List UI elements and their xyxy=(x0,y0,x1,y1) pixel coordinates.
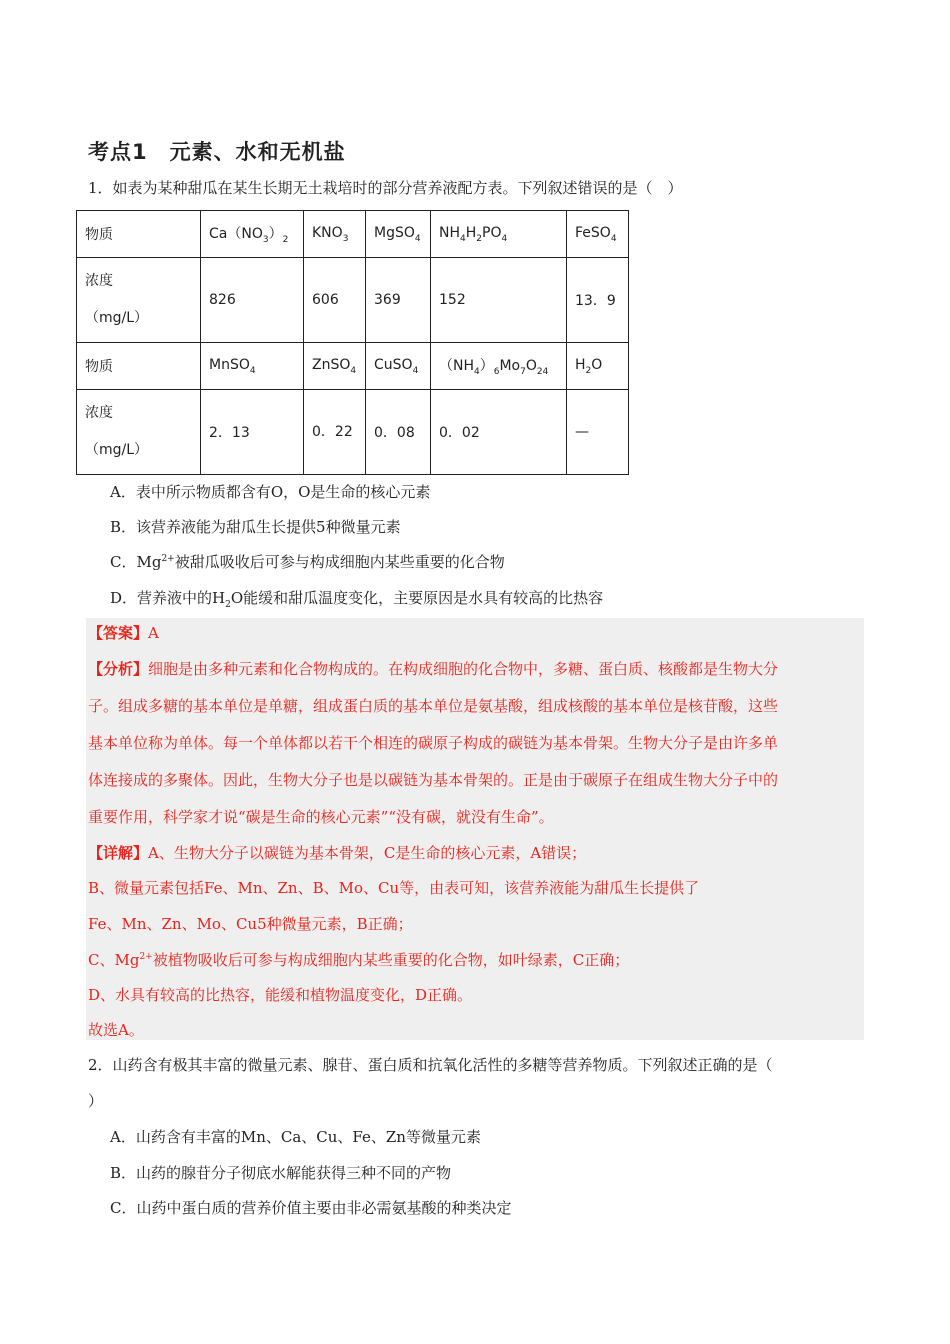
table-cell: FeSO$_4$ xyxy=(567,211,629,258)
table-cell: $H_2O$ xyxy=(567,343,629,390)
table-cell: MgSO$_4$ xyxy=(366,211,431,258)
table-cell: $KNO_3$ xyxy=(304,211,366,258)
detail-line: C、$Mg^{2+}$被植物吸收后可参与构成细胞内某些重要的化合物，如叶绿素，C正确； xyxy=(88,951,630,969)
table-cell: 606 xyxy=(304,258,366,343)
q2-option-a: A．山药含有丰富的Mn、Ca、Cu、Fe、Zn等微量元素 xyxy=(110,1128,481,1146)
option-a: A．表中所示物质都含有O，O是生命的核心元素 xyxy=(110,483,431,501)
table-cell: 0．02 xyxy=(431,390,567,475)
table-cell: $(NH_4)_6Mo_7O_{24}$ xyxy=(431,343,567,390)
question-2-stem-cont: ） xyxy=(88,1092,104,1110)
q2-option-c: C．山药中蛋白质的营养价值主要由非必需氨基酸的种类决定 xyxy=(110,1199,512,1217)
question-2-stem: 2．山药含有极其丰富的微量元素、腺苷、蛋白质和抗氧化活性的多糖等营养物质。下列叙述正确的是（ xyxy=(88,1056,773,1074)
table-cell: 物质 xyxy=(77,211,201,258)
table-cell: 13．9 xyxy=(567,258,629,343)
table-cell: 826 xyxy=(201,258,304,343)
table-cell: CuSO$_4$ xyxy=(366,343,431,390)
table-cell: ZnSO$_4$ xyxy=(304,343,366,390)
table-cell: 0．08 xyxy=(366,390,431,475)
conclusion-line: 故选A。 xyxy=(88,1021,144,1039)
answer-block xyxy=(86,618,864,1040)
option-b: B．该营养液能为甜瓜生长提供5种微量元素 xyxy=(110,518,401,536)
detail-line: B、微量元素包括Fe、Mn、Zn、B、Mo、Cu等，由表可知，该营养液能为甜瓜生长提供了 xyxy=(88,879,700,897)
table-cell: 369 xyxy=(366,258,431,343)
analysis-line: 【分析】细胞是由多种元素和化合物构成的。在构成细胞的化合物中，多糖、蛋白质、核酸都是生物大分 xyxy=(88,660,779,678)
table-row xyxy=(77,390,629,475)
analysis-line: 体连接成的多聚体。因此，生物大分子也是以碳链为基本骨架的。正是由于碳原子在组成生物大分子中的 xyxy=(88,771,779,789)
detail-line: 【详解】A、生物大分子以碳链为基本骨架，C是生命的核心元素，A错误； xyxy=(88,844,587,862)
option-d: D．营养液中的$H_2O$能缓和甜瓜温度变化，主要原因是水具有较高的比热容 xyxy=(110,589,604,610)
analysis-line: 基本单位称为单体。每一个单体都以若干个相连的碳原子构成的碳链为基本骨架。生物大分子是由许多单 xyxy=(88,734,779,752)
table-cell: 0．22 xyxy=(304,390,366,475)
nutrient-table xyxy=(76,210,629,475)
page-title: 考点1 元素、水和无机盐 xyxy=(88,140,346,164)
table-cell: $Ca(NO_3)_2$ xyxy=(201,211,304,258)
table-cell: 浓度 （mg/L） xyxy=(77,390,201,475)
detail-line: Fe、Mn、Zn、Mo、Cu5种微量元素，B正确； xyxy=(88,915,413,933)
answer-line: 【答案】A xyxy=(88,624,159,642)
table-cell: 152 xyxy=(431,258,567,343)
q2-option-b: B．山药的腺苷分子彻底水解能获得三种不同的产物 xyxy=(110,1164,452,1182)
analysis-line: 子。组成多糖的基本单位是单糖，组成蛋白质的基本单位是氨基酸，组成核酸的基本单位是核苷酸，这些 xyxy=(88,697,779,715)
table-row xyxy=(77,258,629,343)
table-cell: 浓度 （mg/L） xyxy=(77,258,201,343)
table-cell: MnSO$_4$ xyxy=(201,343,304,390)
analysis-line: 重要作用，科学家才说“碳是生命的核心元素”“没有碳，就没有生命”。 xyxy=(88,808,554,826)
table-cell: 2．13 xyxy=(201,390,304,475)
table-cell: — xyxy=(567,390,629,475)
table-cell: $NH_4H_2PO_4$ xyxy=(431,211,567,258)
question-1-stem: 1．如表为某种甜瓜在某生长期无土栽培时的部分营养液配方表。下列叙述错误的是（ ） xyxy=(88,179,683,197)
detail-line: D、水具有较高的比热容，能缓和植物温度变化，D正确。 xyxy=(88,986,473,1004)
option-c: C．$Mg^{2+}$被甜瓜吸收后可参与构成细胞内某些重要的化合物 xyxy=(110,553,505,571)
table-row xyxy=(77,343,629,390)
table-row xyxy=(77,211,629,258)
table-cell: 物质 xyxy=(77,343,201,390)
